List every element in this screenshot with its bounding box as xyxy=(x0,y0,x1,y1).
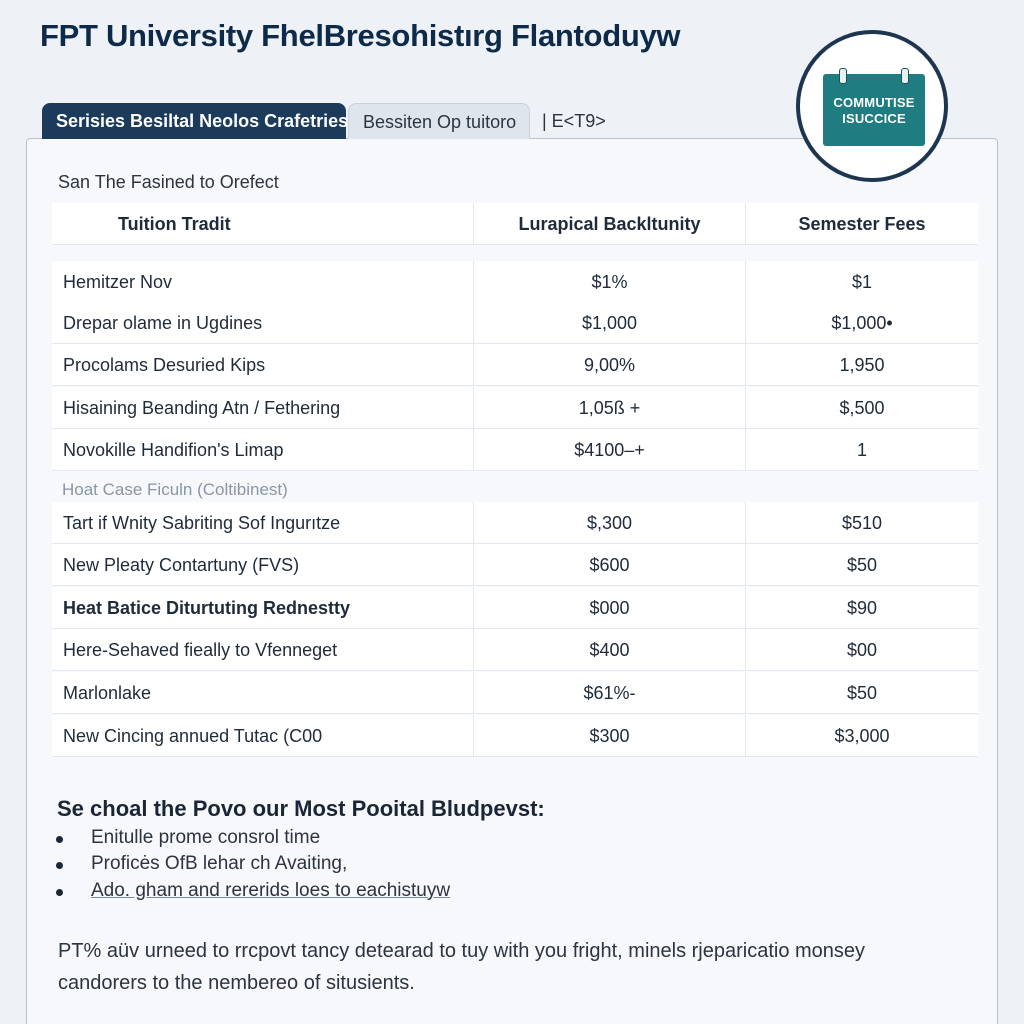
list-item-text: Enitulle prome consrol time xyxy=(91,827,321,848)
table-cell: $00 xyxy=(846,640,878,660)
badge-line-2: ISUCCICE xyxy=(842,111,906,126)
table-cell: $3,000 xyxy=(834,726,890,746)
calendar-icon xyxy=(823,74,925,146)
table-cell: $,300 xyxy=(474,502,746,544)
table-cell: Heat Batice Diturtuting Rednestty xyxy=(52,587,474,629)
table-cell: $000 xyxy=(474,587,746,629)
page-title: FPT University FhelBresohistırg Flantoduyw xyxy=(40,18,681,53)
badge-text xyxy=(823,95,925,127)
table-cell: $1,000• xyxy=(831,313,893,333)
table-cell: 9,00% xyxy=(474,344,746,386)
bullet-icon xyxy=(56,889,63,896)
table-cell: $90 xyxy=(846,598,878,618)
badge xyxy=(796,30,948,182)
footer-line-2: candorers to the nembereo of situsients. xyxy=(58,972,415,994)
column-header: Tuition Tradit xyxy=(52,203,474,245)
column-header: Lurapical Backltunity xyxy=(474,203,746,245)
table-row xyxy=(52,502,978,544)
summary-title: Se choal the Povo our Most Pooital Bludpevst: xyxy=(57,796,545,821)
table-cell: Here-Sehaved fieally to Vfenneget xyxy=(52,629,474,671)
table-row xyxy=(52,302,978,344)
table-cell: Tart if Wnity Sabriting Sof Ingurıtze xyxy=(52,502,474,544)
table-cell: Drepar olame in Ugdines xyxy=(52,302,474,344)
table-cell: 1,05ß + xyxy=(474,387,746,429)
table-cell: New Cincing annued Tutac (C00 xyxy=(52,715,474,757)
list-item-text: Proficės OfB lehar ch Avaiting, xyxy=(91,853,348,874)
table-cell: $400 xyxy=(474,629,746,671)
list-item-link[interactable]: Ado. gham and rererids loes to eachistuyw xyxy=(91,880,451,901)
table-cell: $50 xyxy=(846,683,878,703)
table-cell: $1% xyxy=(474,261,746,303)
table-row xyxy=(52,261,978,303)
table-cell: 1,950 xyxy=(839,355,885,375)
table-row xyxy=(52,715,978,757)
table-cell: Marlonlake xyxy=(52,672,474,714)
table-cell: New Pleaty Contartuny (FVS) xyxy=(52,544,474,586)
table-cell: $300 xyxy=(474,715,746,757)
table-row xyxy=(52,544,978,586)
footer-paragraph xyxy=(58,935,958,999)
table-row xyxy=(52,387,978,429)
tab-suffix: | E<T9> xyxy=(542,111,606,131)
table-cell: Hemitzer Nov xyxy=(52,261,474,303)
table-caption: San The Fasined to Orefect xyxy=(58,172,279,192)
bullet-icon xyxy=(56,836,63,843)
table-cell: Novokille Handifion's Limap xyxy=(52,429,474,471)
table-row xyxy=(52,429,978,471)
badge-line-1: COMMUTISE xyxy=(833,95,915,110)
table-header-row xyxy=(52,203,978,245)
table-section-label: Hoat Case Ficuln (Coltibinest) xyxy=(62,480,288,499)
tab-active[interactable]: Serisies Besiltal Neolos Crafetries xyxy=(42,103,346,139)
tab-inactive[interactable]: Bessiten Op tuitoro xyxy=(348,103,530,139)
calendar-ring-left xyxy=(839,68,847,84)
table-cell: 1 xyxy=(856,440,867,460)
table-cell: Hisaining Beanding Atn / Fethering xyxy=(52,387,474,429)
table-row xyxy=(52,629,978,671)
table-cell: $600 xyxy=(474,544,746,586)
calendar-ring-right xyxy=(901,68,909,84)
table-cell: $1 xyxy=(851,272,873,292)
footer-line-1: PT% aüv urneed to rrcpovt tancy detearad to tuy with you fright, minels rjeparicatio monsey xyxy=(58,940,866,962)
table-cell: $1,000 xyxy=(474,302,746,344)
table-cell: $,500 xyxy=(839,398,885,418)
table-cell: Procolams Desuried Kips xyxy=(52,344,474,386)
bullet-icon xyxy=(56,862,63,869)
table-row xyxy=(52,587,978,629)
table-cell: $510 xyxy=(841,513,883,533)
table-cell: $61%- xyxy=(474,672,746,714)
table-cell: $4100–+ xyxy=(474,429,746,471)
table-row xyxy=(52,672,978,714)
column-header: Semester Fees xyxy=(798,214,926,234)
table-cell: $50 xyxy=(846,555,878,575)
table-row xyxy=(52,344,978,386)
